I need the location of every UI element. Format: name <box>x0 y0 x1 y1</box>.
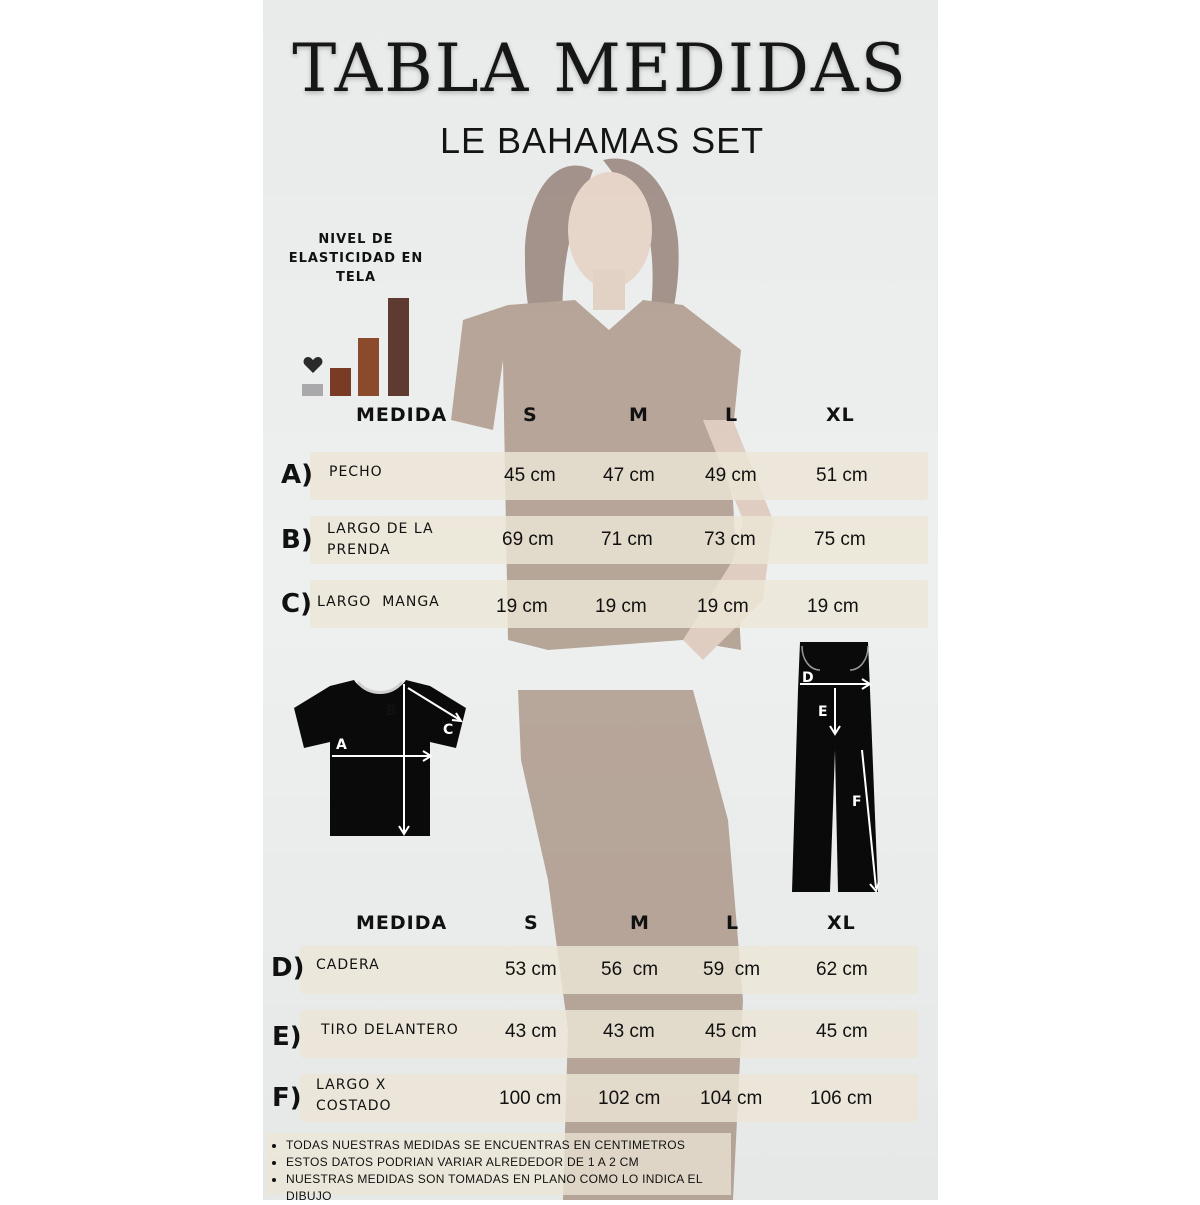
shirt-mark-a: A <box>336 737 347 753</box>
page-subtitle: LE BAHAMAS SET <box>440 120 765 161</box>
row-a-value-l: 49 cm <box>705 465 757 486</box>
bottom-header-size-s: S <box>524 912 539 934</box>
elasticity-bar-3 <box>358 338 379 396</box>
row-e-value-s: 43 cm <box>505 1021 557 1042</box>
pants-mark-f: F <box>852 794 862 810</box>
row-letter-c: C) <box>281 589 312 619</box>
row-e-value-xl: 45 cm <box>816 1021 868 1042</box>
note-item: • TODAS NUESTRAS MEDIDAS SE ENCUENTRAS EN CENTIMETROS <box>286 1137 731 1154</box>
page-title: TABLA MEDIDAS <box>292 30 908 107</box>
row-d-value-xl: 62 cm <box>816 959 868 980</box>
row-f-value-xl: 106 cm <box>810 1088 873 1109</box>
row-letter-d: D) <box>271 953 305 983</box>
bottom-header-size-l: L <box>726 912 740 934</box>
note-item: • NUESTRAS MEDIDAS SON TOMADAS EN PLANO COMO LO INDICA EL DIBUJO <box>286 1171 731 1205</box>
heart-icon <box>303 356 323 374</box>
row-label-largo-manga: LARGO MANGA <box>317 594 440 610</box>
elasticity-bar-1 <box>302 384 323 396</box>
row-e-value-l: 45 cm <box>705 1021 757 1042</box>
top-header-size-m: M <box>629 404 649 426</box>
row-b-value-l: 73 cm <box>704 529 756 550</box>
row-label-tiro-delantero: TIRO DELANTERO <box>321 1022 459 1038</box>
t-shirt-diagram-icon <box>292 676 468 838</box>
shirt-mark-b: B <box>386 703 397 719</box>
elasticity-label: NIVEL DE ELASTICIDAD EN TELA <box>288 232 424 285</box>
bottom-header-size-m: M <box>630 912 650 934</box>
row-b-value-xl: 75 cm <box>814 529 866 550</box>
top-header-size-l: L <box>725 404 739 426</box>
row-label-largo-costado: LARGO X COSTADO <box>316 1077 392 1114</box>
row-label-cadera: CADERA <box>316 957 380 973</box>
row-f-value-l: 104 cm <box>700 1088 763 1109</box>
pants-mark-d: D <box>802 670 814 686</box>
row-letter-a: A) <box>281 460 314 490</box>
row-c-value-m: 19 cm <box>595 596 647 617</box>
row-letter-e: E) <box>272 1022 302 1052</box>
row-letter-f: F) <box>272 1083 302 1113</box>
top-header-size-xl: XL <box>826 404 855 426</box>
row-label-pecho: PECHO <box>329 464 383 480</box>
row-c-value-xl: 19 cm <box>807 596 859 617</box>
note-item: • ESTOS DATOS PODRIAN VARIAR ALREDEDOR DE 1 A 2 CM <box>286 1154 731 1171</box>
elasticity-bar-4 <box>388 298 409 396</box>
row-f-value-s: 100 cm <box>499 1088 562 1109</box>
row-a-value-xl: 51 cm <box>816 465 868 486</box>
shirt-mark-c: C <box>443 722 454 738</box>
notes-list <box>266 1137 731 1205</box>
notes-box <box>266 1133 731 1203</box>
bottom-header-size-xl: XL <box>827 912 856 934</box>
row-f-value-m: 102 cm <box>598 1088 661 1109</box>
row-e-value-m: 43 cm <box>603 1021 655 1042</box>
row-b-value-m: 71 cm <box>601 529 653 550</box>
row-d-value-m: 56 cm <box>601 959 659 980</box>
row-b-value-s: 69 cm <box>502 529 554 550</box>
row-d-value-s: 53 cm <box>505 959 557 980</box>
top-header-medida: MEDIDA <box>356 404 448 426</box>
elasticity-scale <box>302 296 414 396</box>
row-label-largo-prenda: LARGO DE LA PRENDA <box>327 521 434 558</box>
row-a-value-m: 47 cm <box>603 465 655 486</box>
row-c-value-s: 19 cm <box>496 596 548 617</box>
row-a-value-s: 45 cm <box>504 465 556 486</box>
row-c-value-l: 19 cm <box>697 596 749 617</box>
bottom-header-medida: MEDIDA <box>356 912 448 934</box>
pants-mark-e: E <box>818 704 828 720</box>
row-letter-b: B) <box>281 525 313 555</box>
row-d-value-l: 59 cm <box>703 959 761 980</box>
elasticity-bar-2 <box>330 368 351 396</box>
top-header-size-s: S <box>523 404 538 426</box>
